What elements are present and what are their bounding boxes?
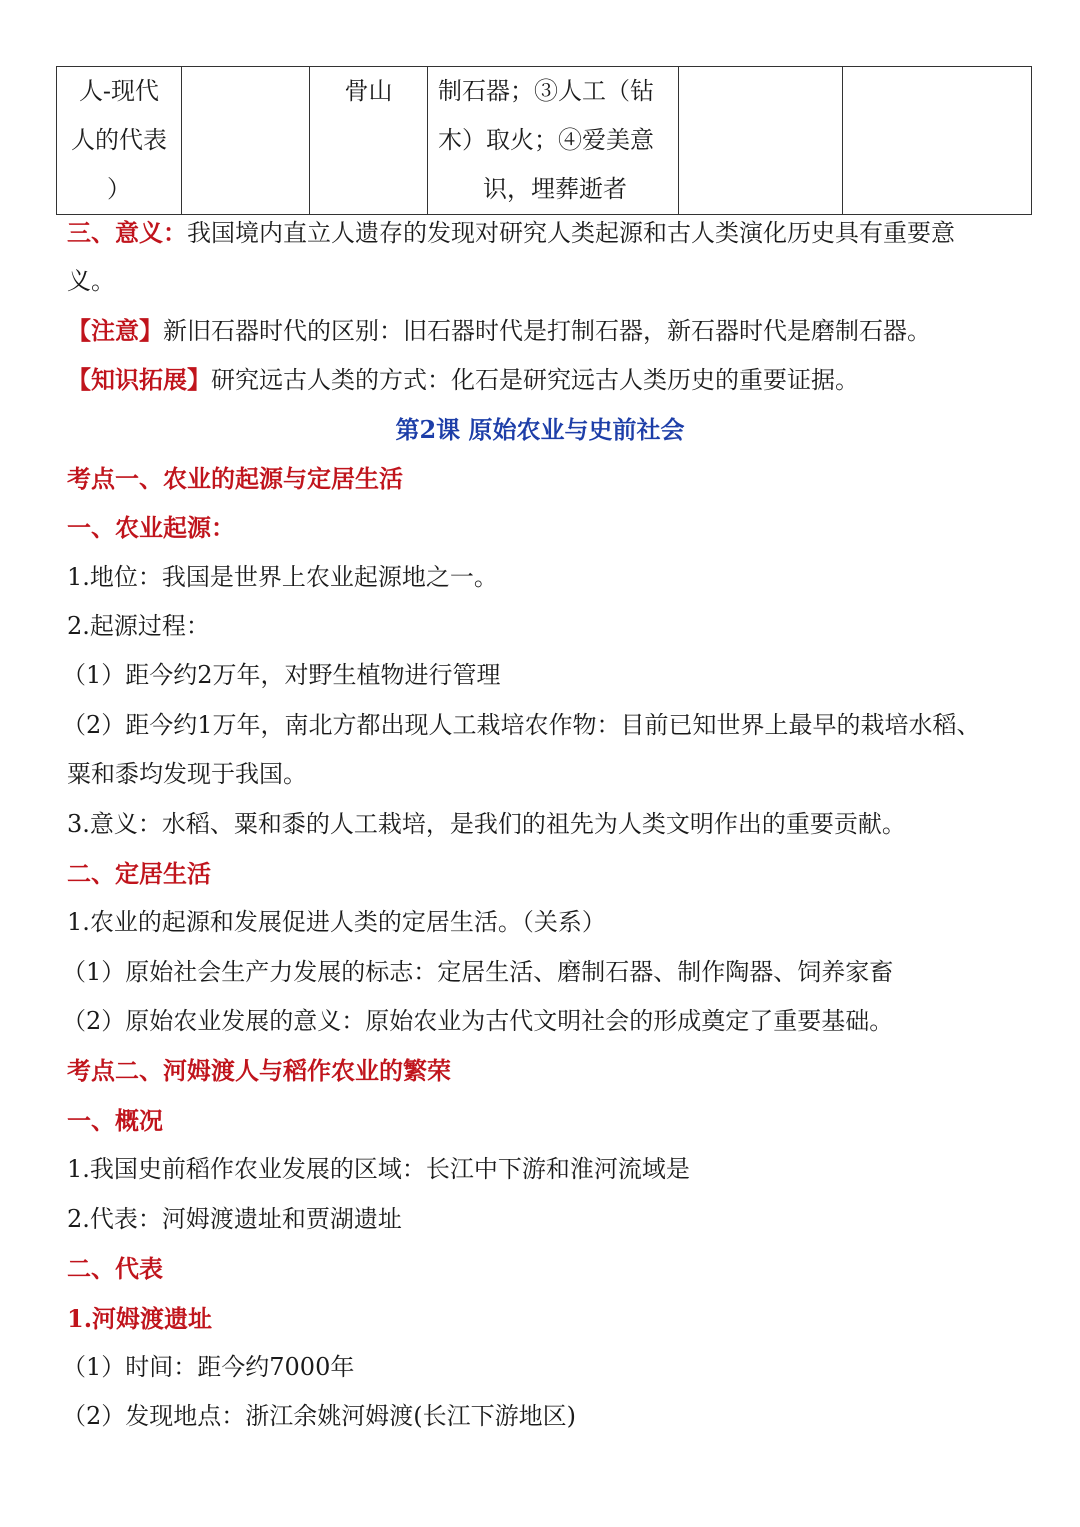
table-cell [428, 67, 679, 215]
cell-line: 人-现代 [78, 77, 160, 105]
table-cell [679, 67, 843, 215]
table-row [57, 67, 1032, 215]
extend-line [67, 355, 1027, 405]
point1-section2: 二、定居生活 [67, 859, 211, 888]
significance-heading: 三、意义： [67, 218, 187, 247]
note-line [67, 306, 1027, 356]
point1-line-8: （2）原始农业发展的意义：原始农业为古代文明社会的形成奠定了重要基础。 [62, 1007, 894, 1035]
point2-section2: 二、代表 [67, 1254, 163, 1283]
point2-line-2: 2.代表：河姆渡遗址和贾湖遗址 [67, 1205, 402, 1233]
cell-line: 制石器；③人工（钻 [438, 77, 654, 105]
point2-section1: 一、概况 [67, 1106, 163, 1135]
cell-line: ） [107, 175, 131, 203]
point1-line-4b: 粟和黍均发现于我国。 [67, 760, 307, 788]
point2-line-4: （2）发现地点：浙江余姚河姆渡(长江下游地区) [62, 1402, 576, 1430]
point2-subheading: 1.河姆渡遗址 [67, 1304, 213, 1333]
point1-line-7: （1）原始社会生产力发展的标志：定居生活、磨制石器、制作陶器、饲养家畜 [62, 958, 894, 986]
point2-line-1: 1.我国史前稻作农业发展的区域：长江中下游和淮河流域是 [67, 1155, 690, 1183]
point1-line-3: （1）距今约2万年，对野生植物进行管理 [62, 661, 501, 689]
note-label: 【注意】 [67, 316, 163, 345]
extend-label: 【知识拓展】 [67, 365, 211, 394]
point1-line-6: 1.农业的起源和发展促进人类的定居生活。（关系） [67, 908, 606, 936]
extend-text: 研究远古人类的方式：化石是研究远古人类历史的重要证据。 [211, 366, 859, 394]
point1-title: 考点一、农业的起源与定居生活 [67, 464, 403, 493]
cell-line: 木）取火；④爱美意 [438, 126, 654, 154]
table-cell [310, 67, 428, 215]
point1-line-4a: （2）距今约1万年，南北方都出现人工栽培农作物：目前已知世界上最早的栽培水稻、 [62, 711, 981, 739]
point1-line-1: 1.地位：我国是世界上农业起源地之一。 [67, 563, 498, 591]
point1-line-2: 2.起源过程： [67, 612, 210, 640]
lesson-title: 第2课 原始农业与史前社会 [395, 415, 685, 444]
table-cell [843, 67, 1032, 215]
cell-line: 骨山 [344, 77, 393, 105]
significance-line [67, 208, 1027, 258]
significance-text: 我国境内直立人遗存的发现对研究人类起源和古人类演化历史具有重要意 [187, 219, 955, 247]
table-fragment [56, 66, 1032, 215]
note-text: 新旧石器时代的区别：旧石器时代是打制石器，新石器时代是磨制石器。 [163, 317, 931, 345]
cell-line: 人的代表 [71, 126, 167, 154]
point2-title: 考点二、河姆渡人与稻作农业的繁荣 [67, 1056, 451, 1085]
table-cell [182, 67, 310, 215]
significance-line-2: 义。 [67, 267, 115, 295]
table-cell [57, 67, 182, 215]
cell-line: 识，埋葬逝者 [483, 175, 627, 203]
point2-line-3: （1）时间：距今约7000年 [62, 1353, 355, 1381]
point1-section1: 一、农业起源： [67, 513, 235, 542]
point1-line-5: 3.意义：水稻、粟和黍的人工栽培，是我们的祖先为人类文明作出的重要贡献。 [67, 810, 906, 838]
